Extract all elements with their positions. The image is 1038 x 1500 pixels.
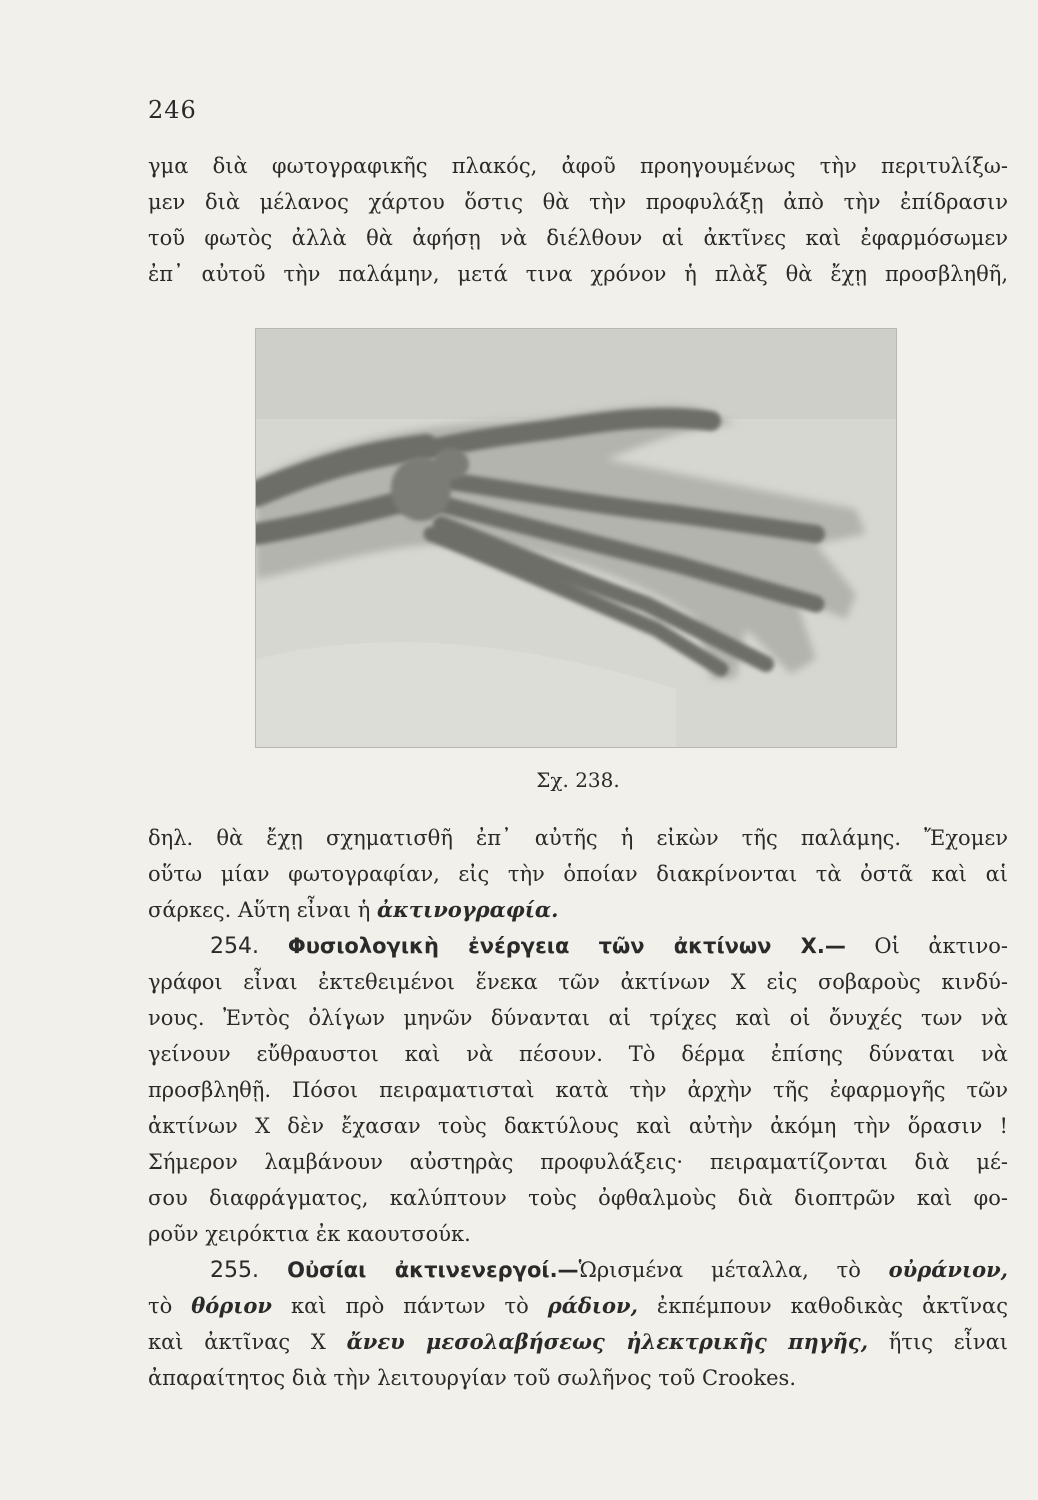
text-span: καὶ πρὸ πάντων τὸ [271, 1294, 548, 1318]
text-line: νους. Ἐντὸς ὀλίγων μηνῶν δύνανται αἱ τρίχες καὶ οἱ ὄνυχές των νὰ [148, 1006, 1008, 1030]
section-255-title: Οὐσίαι ἀκτινενεργοί.— [287, 1258, 579, 1282]
section-number: 254. [210, 934, 288, 959]
xray-hand-figure [255, 328, 897, 748]
text-span: ἥτις εἶναι [868, 1330, 1008, 1354]
term-without-source: ἄνευ μεσολαβήσεως ἠλεκτρικῆς πηγῆς, [346, 1329, 869, 1354]
text-span: Οἱ ἀκτινο- [845, 934, 1009, 958]
text-line: γείνουν εὔθραυστοι καὶ νὰ πέσουν. Τὸ δέρμα ἐπίσης δύναται νὰ [148, 1042, 1008, 1066]
text-line: μεν διὰ μέλανος χάρτου ὅστις θὰ τὴν προφυλάξῃ ἀπὸ τὴν ἐπίδρασιν [148, 190, 1008, 214]
term-radion: ράδιον, [547, 1293, 638, 1318]
text-line [148, 892, 1008, 928]
section-255-heading-line [148, 1252, 1008, 1288]
figure-caption [0, 768, 1038, 792]
text-span: τὸ [148, 1294, 192, 1318]
text-line: ἐπ᾽ αὐτοῦ τὴν παλάμην, μετά τινα χρόνον ἡ πλὰξ θὰ ἔχῃ προσβληθῆ, [148, 262, 1008, 286]
xray-hand-image [256, 329, 896, 747]
text-span: Ὡρισμένα μέταλλα, τὸ [578, 1258, 889, 1282]
term-ouranion: οὐράνιον, [888, 1257, 1008, 1282]
text-span: ἐκπέμπουν καθοδικὰς ἀκτῖνας [637, 1294, 1008, 1318]
text-line: ἀπαραίτητος διὰ τὴν λειτουργίαν τοῦ σωλῆνος τοῦ Crookes. [148, 1366, 796, 1390]
text-line: ροῦν χειρόκτια ἐκ καουτσούκ. [148, 1222, 471, 1246]
figure-caption-text: Σχ. 238. [536, 768, 620, 792]
text-span: καὶ ἀκτῖνας Χ [148, 1330, 347, 1354]
text-line: σου διαφράγματος, καλύπτουν τοὺς ὀφθαλμοὺς διὰ διοπτρῶν καὶ φο- [148, 1186, 1008, 1210]
term-thorion: θόριον [191, 1293, 272, 1318]
text-line: οὕτω μίαν φωτογραφίαν, εἰς τὴν ὁποίαν διακρίνονται τὰ ὀστᾶ καὶ αἱ [148, 862, 1008, 886]
text-line: ἀκτίνων Χ δὲν ἔχασαν τοὺς δακτύλους καὶ αὐτὴν ἀκόμη τὴν ὅρασιν ! [148, 1114, 1008, 1138]
term-aktinografia: ἀκτινογραφία. [377, 897, 559, 922]
page-number: 246 [148, 96, 197, 124]
text-span: σάρκες. Αὕτη εἶναι ἡ [148, 898, 378, 922]
bottom-text [148, 820, 1008, 1396]
top-paragraph [148, 148, 1008, 292]
text-line: γμα διὰ φωτογραφικῆς πλακός, ἀφοῦ προηγουμένως τὴν περιτυλίξω- [148, 154, 1008, 178]
text-line: δηλ. θὰ ἔχῃ σχηματισθῆ ἐπ᾽ αὐτῆς ἡ εἰκὼν τῆς παλάμης. Ἔχομεν [148, 826, 1008, 850]
section-254-title: Φυσιολογικὴ ἐνέργεια τῶν ἀκτίνων Χ.— [287, 934, 846, 958]
text-line: Σήμερον λαμβάνουν αὐστηρὰς προφυλάξεις· πειραματίζονται διὰ μέ- [148, 1150, 1008, 1174]
section-number: 255. [210, 1258, 288, 1283]
text-line [148, 1288, 1008, 1324]
text-line: γράφοι εἶναι ἐκτεθειμένοι ἕνεκα τῶν ἀκτίνων Χ εἰς σοβαροὺς κινδύ- [148, 970, 1008, 994]
section-254-heading-line [148, 928, 1008, 964]
text-line [148, 1324, 1008, 1360]
text-line: προσβληθῇ. Πόσοι πειραματισταὶ κατὰ τὴν ἀρχὴν τῆς ἐφαρμογῆς τῶν [148, 1078, 1008, 1102]
text-line: τοῦ φωτὸς ἀλλὰ θὰ ἀφήσῃ νὰ διέλθουν αἱ ἀκτῖνες καὶ ἐφαρμόσωμεν [148, 226, 1008, 250]
